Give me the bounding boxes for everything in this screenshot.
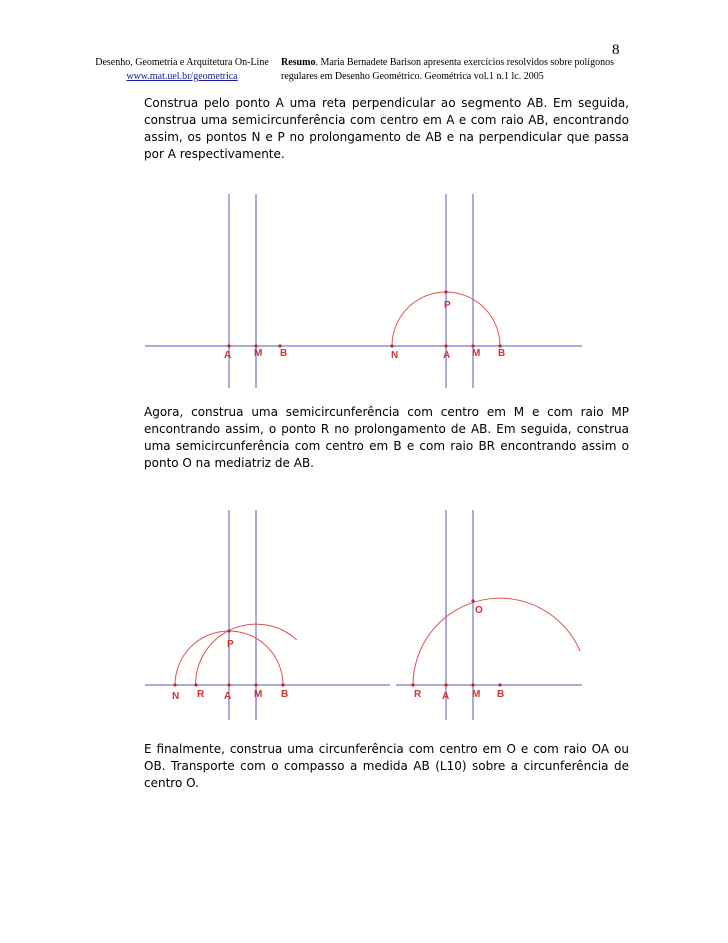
point-o — [471, 599, 474, 602]
label-o: O — [475, 605, 483, 616]
point-a-2-right — [444, 683, 447, 686]
page-number: 8 — [612, 42, 620, 58]
label-a-2-right: A — [442, 691, 450, 702]
paragraph-step-2: Agora, construa uma semicircunferência com centro em M e com raio MP encontrando assim, o ponto R no prolongamento de AB. Em seguida, construa uma semicircunferência com centro em B e com raio BR encontrando assim o ponto O na mediatriz de AB. — [144, 405, 629, 470]
label-a-right: A — [443, 350, 451, 361]
label-m-right: M — [472, 348, 481, 359]
label-m-2-right: M — [472, 689, 481, 700]
label-p: P — [444, 300, 451, 311]
label-r-right: R — [414, 689, 422, 700]
figure-1-right — [390, 194, 582, 388]
header-summary-label: Resumo — [281, 57, 316, 68]
label-m-2: M — [254, 689, 263, 700]
label-a: A — [224, 350, 232, 361]
label-b-2-right: B — [497, 689, 505, 700]
point-p-2 — [227, 629, 230, 632]
paragraph-step-3: E finalmente, construa uma circunferência com centro em O e com raio OA ou OB. Transporte com o compasso a medida AB (L10) sobre a circunferência de centro O. — [144, 742, 629, 790]
point-a — [227, 344, 230, 347]
point-r — [194, 683, 197, 686]
figure-1-left — [145, 194, 395, 388]
semicircle-center-b — [413, 598, 580, 685]
point-b-2-right — [498, 683, 501, 686]
label-b-right: B — [498, 348, 506, 359]
point-m-2 — [254, 683, 257, 686]
paragraph-step-1: Construa pelo ponto A uma reta perpendicular ao segmento AB. Em seguida, construa uma semicircunferência com centro em A e com raio AB, encontrando assim, os pontos N e P no prolongamento de AB e na perpendicular que passa por A respectivamente. — [144, 96, 629, 161]
label-p-2: P — [227, 639, 234, 650]
label-b: B — [280, 348, 288, 359]
label-n-2: N — [172, 691, 180, 702]
point-n-2 — [173, 683, 176, 686]
label-m: M — [254, 348, 263, 359]
label-r: R — [197, 689, 205, 700]
label-b-2: B — [281, 689, 289, 700]
point-p — [444, 290, 447, 293]
point-r-right — [411, 683, 414, 686]
figure-2-right — [396, 510, 582, 720]
point-a-right — [444, 344, 447, 347]
point-a-2 — [227, 683, 230, 686]
figure-2-left — [145, 510, 390, 720]
point-n — [390, 344, 393, 347]
header-url-link[interactable]: www.mat.uel.br/geometrica — [126, 71, 238, 82]
header-summary-text: . Maria Bernadete Barison apresenta exercícios resolvidos sobre polígonos regulares em Desenho Geométrico. Geométrica vol.1 n.1 lc. 2005 — [281, 57, 614, 82]
header-site-title: Desenho, Geometria e Arquitetura On-Line — [95, 57, 269, 68]
label-a-2: A — [224, 691, 232, 702]
label-n: N — [391, 350, 399, 361]
point-m-2-right — [471, 683, 474, 686]
point-b-2 — [281, 683, 284, 686]
